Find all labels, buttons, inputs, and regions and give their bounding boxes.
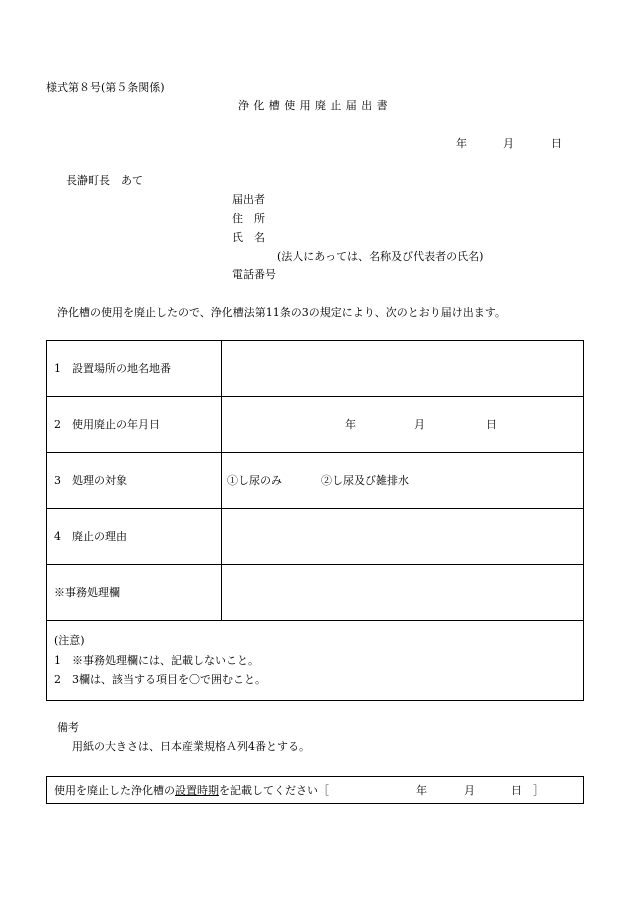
install-date-emphasis: 設置時期 <box>175 784 219 797</box>
treatment-target-label: 3 処理の対象 <box>54 474 127 487</box>
install-date-close-bracket: ］ <box>533 784 544 797</box>
install-day-label: 日 <box>511 784 522 797</box>
option-human-waste-only[interactable]: ①し尿のみ <box>227 474 282 487</box>
table-row-location <box>47 341 583 397</box>
discontinue-day-label: 日 <box>486 418 497 431</box>
addressee: 長瀞町長 あて <box>66 174 143 187</box>
table-row-reason <box>47 509 583 565</box>
reason-label: 4 廃止の理由 <box>54 530 127 543</box>
install-date-prompt <box>54 784 329 797</box>
table-row-office-use <box>47 565 583 621</box>
corporation-note: (法人にあっては、名称及び代表者の氏名) <box>277 250 484 263</box>
application-table <box>46 340 584 701</box>
applicant-heading: 届出者 <box>232 193 265 206</box>
submission-month-label: 月 <box>503 137 514 150</box>
install-date-suffix: を記載してください［ <box>219 784 329 797</box>
form-number: 様式第８号(第５条関係) <box>46 81 165 94</box>
statement-text: 浄化槽の使用を廃止したので、浄化槽法第11条の3の規定により、次のとおり届け出ます。 <box>57 306 506 319</box>
name-label: 氏 名 <box>232 231 265 244</box>
remarks-body: 用紙の大きさは、日本産業規格Ａ列4番とする。 <box>72 740 310 753</box>
submission-day-label: 日 <box>551 137 562 150</box>
location-field[interactable] <box>222 341 584 396</box>
discontinue-month-label: 月 <box>414 418 425 431</box>
phone-label: 電話番号 <box>232 268 276 281</box>
reason-field[interactable] <box>222 509 584 564</box>
location-label: 1 設置場所の地名地番 <box>54 362 171 375</box>
table-row-treatment-target <box>47 453 583 509</box>
discontinue-date-label: 2 使用廃止の年月日 <box>54 418 160 431</box>
note-item: 2 3欄は、該当する項目を〇で囲むこと。 <box>54 673 266 686</box>
office-use-label: ※事務処理欄 <box>54 586 120 599</box>
option-waste-and-wastewater[interactable]: ②し尿及び雑排水 <box>321 474 409 487</box>
install-month-label: 月 <box>464 784 475 797</box>
note-item: 1 ※事務処理欄には、記載しないこと。 <box>54 654 259 667</box>
notes-section <box>47 621 583 701</box>
notes-heading: (注意) <box>54 634 85 647</box>
remarks-heading: 備考 <box>57 721 79 734</box>
install-date-prefix: 使用を廃止した浄化槽の <box>54 784 175 797</box>
document-title: 浄化槽使用廃止届出書 <box>238 99 392 112</box>
install-year-label: 年 <box>416 784 427 797</box>
submission-year-label: 年 <box>456 137 467 150</box>
discontinue-year-label: 年 <box>345 418 356 431</box>
table-row-discontinue-date <box>47 397 583 453</box>
install-date-box <box>46 776 584 804</box>
address-label: 住 所 <box>232 212 265 225</box>
